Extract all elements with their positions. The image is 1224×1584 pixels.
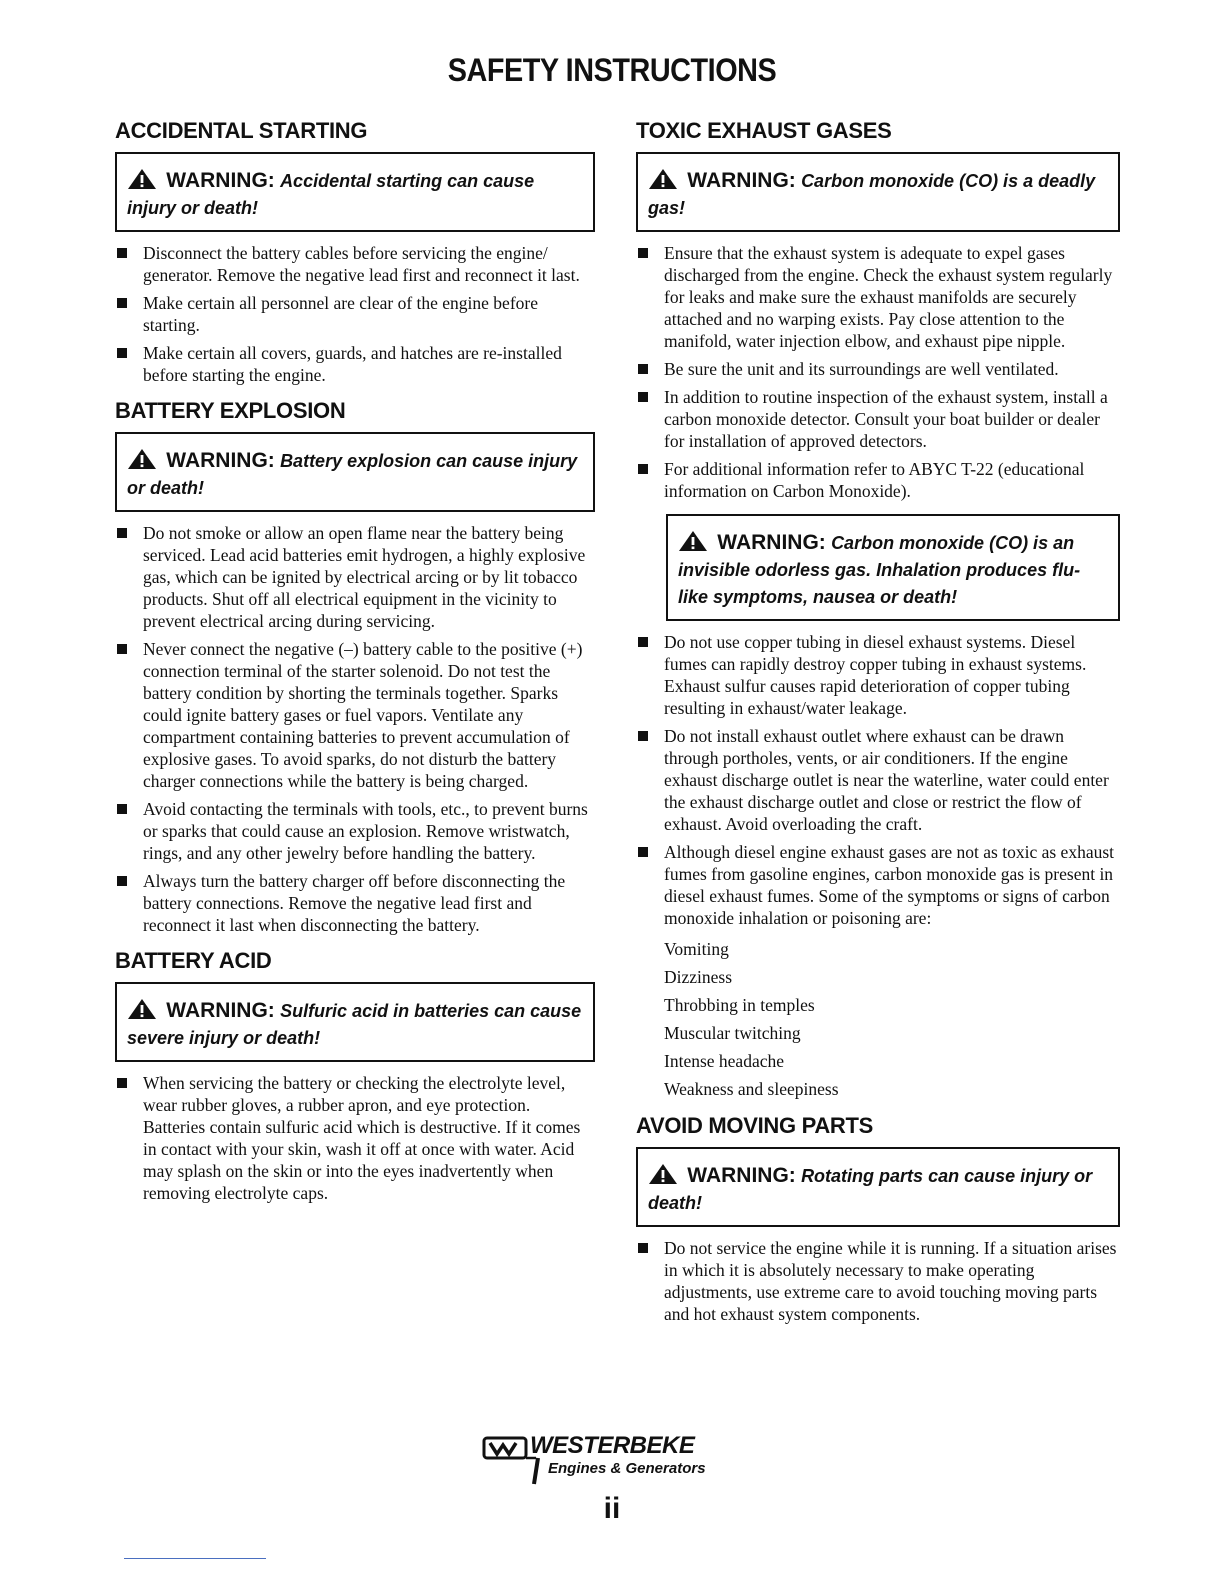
warning-text: Carbon monoxide (CO) is an invisible odorless gas. Inhalation produces flu-like symptoms, nausea or death! <box>678 533 1081 607</box>
list-item: Dizziness <box>664 967 733 987</box>
brand-name: WESTERBEKE <box>530 1432 695 1459</box>
list-item: Never connect the negative (–) battery cable to the positive (+) connection terminal of the starter solenoid. Do not test the battery condition by shorting the terminals together. Sparks could ignite battery gases or fuel vapors. Ventilate any compartment containing batteries to prevent accumulation of explosive gases. To avoid sparks, do not disturb the battery charger connections while the battery is being charged. <box>115 638 595 792</box>
page-title: SAFETY INSTRUCTIONS <box>447 52 777 88</box>
list-item: Ensure that the exhaust system is adequate to expel gases discharged from the engine. Check the exhaust system regularly for leaks and make sure the exhaust manifolds are securely attached and no warping exists. Pay close attention to the manifold, water injection elbow, and exhaust pipe nipple. <box>636 242 1120 352</box>
list-item: Avoid contacting the terminals with tools, etc., to prevent burns or sparks that could cause an explosion. Remove wristwatch, rings, and any other jewelry before handling the battery. <box>115 798 595 864</box>
warning-triangle-icon <box>127 998 157 1020</box>
bullet-list-accidental-starting <box>115 242 595 386</box>
warning-label: WARNING: <box>717 531 826 554</box>
list-item: Muscular twitching <box>664 1023 801 1043</box>
warning-label: WARNING: <box>687 1164 796 1187</box>
warning-label: WARNING: <box>166 169 275 192</box>
bullet-list-toxic-exhaust <box>636 242 1120 502</box>
warning-triangle-icon <box>127 168 157 190</box>
list-item: Make certain all covers, guards, and hatches are re-installed before starting the engine. <box>115 342 595 386</box>
symptom-list <box>664 935 1120 1103</box>
brand-tagline: Engines & Generators <box>548 1460 706 1477</box>
list-item: Disconnect the battery cables before servicing the engine/ generator. Remove the negative lead first and reconnect it last. <box>115 242 595 286</box>
list-item: For additional information refer to ABYC T-22 (educational information on Carbon Monoxide). <box>636 458 1120 502</box>
list-item: In addition to routine inspection of the exhaust system, install a carbon monoxide detector. Consult your boat builder or dealer for installation of approved detectors. <box>636 386 1120 452</box>
warning-text: Rotating parts can cause injury or death! <box>648 1166 1093 1213</box>
section-heading-toxic-exhaust-gases: TOXIC EXHAUST GASES <box>636 118 892 143</box>
list-item: Intense headache <box>664 1051 784 1071</box>
list-item: Although diesel engine exhaust gases are not as toxic as exhaust fumes from gasoline engines, carbon monoxide gas is present in diesel exhaust fumes. Some of the symptoms or signs of carbon monoxide inhalation or poisoning are: <box>636 841 1120 929</box>
list-item: Do not use copper tubing in diesel exhaust systems. Diesel fumes can rapidly destroy copper tubing in exhaust systems. Exhaust sulfur causes rapid deterioration of copper tubing resulting in exhaust/water leakage. <box>636 631 1120 719</box>
warning-text: Sulfuric acid in batteries can cause severe injury or death! <box>127 1001 582 1048</box>
bullet-list-battery-explosion <box>115 522 595 936</box>
right-column <box>636 118 1120 1337</box>
list-item: Be sure the unit and its surroundings are well ventilated. <box>636 358 1120 380</box>
section-heading-battery-acid: BATTERY ACID <box>115 948 272 973</box>
section-heading-avoid-moving-parts: AVOID MOVING PARTS <box>636 1113 874 1138</box>
list-item: Weakness and sleepiness <box>664 1079 839 1099</box>
list-item: Do not install exhaust outlet where exhaust can be drawn through portholes, vents, or air conditioners. If the engine exhaust discharge outlet is near the waterline, water could enter the exhaust discharge outlet and close or restrict the flow of exhaust. Avoid overloading the craft. <box>636 725 1120 835</box>
list-item: Throbbing in temples <box>664 995 815 1015</box>
warning-box-battery-explosion <box>115 432 595 512</box>
list-item: Do not service the engine while it is running. If a situation arises in which it is absolutely necessary to make operating adjustments, use extreme care to avoid touching moving parts and hot exhaust system components. <box>636 1237 1120 1325</box>
section-heading-battery-explosion: BATTERY EXPLOSION <box>115 398 346 423</box>
warning-text: Battery explosion can cause injury or death! <box>127 451 578 498</box>
warning-triangle-icon <box>678 530 708 552</box>
list-item: When servicing the battery or checking the electrolyte level, wear rubber gloves, a rubber apron, and eye protection. Batteries contain sulfuric acid which is destructive. If it comes in contact with your skin, wash it off at once with water. Acid may splash on the skin or into the eyes inadvertently when removing electrolyte caps. <box>115 1072 595 1204</box>
warning-triangle-icon <box>648 168 678 190</box>
warning-box-carbon-monoxide <box>636 152 1120 232</box>
westerbeke-logo <box>482 1432 752 1488</box>
list-item: Do not smoke or allow an open flame near the battery being serviced. Lead acid batteries emit hydrogen, a highly explosive gas, which can be ignited by electrical arcing or by lit tobacco products. Shut off all electrical equipment in the vicinity to prevent electrical arcing during servicing. <box>115 522 595 632</box>
bullet-list-exhaust-systems <box>636 631 1120 929</box>
left-column <box>115 118 595 1216</box>
warning-label: WARNING: <box>687 169 796 192</box>
warning-triangle-icon <box>127 448 157 470</box>
warning-label: WARNING: <box>166 449 275 472</box>
warning-box-battery-acid <box>115 982 595 1062</box>
warning-box-moving-parts <box>636 1147 1120 1227</box>
warning-box-accidental-starting <box>115 152 595 232</box>
section-heading-accidental-starting: ACCIDENTAL STARTING <box>115 118 368 143</box>
warning-box-invisible-gas <box>666 514 1120 621</box>
bullet-list-battery-acid <box>115 1072 595 1204</box>
list-item: Always turn the battery charger off before disconnecting the battery connections. Remove the negative lead first and reconnect it last when disconnecting the battery. <box>115 870 595 936</box>
list-item: Make certain all personnel are clear of the engine before starting. <box>115 292 595 336</box>
warning-text: Accidental starting can cause injury or death! <box>127 171 535 218</box>
warning-text: Carbon monoxide (CO) is a deadly gas! <box>648 171 1096 218</box>
warning-label: WARNING: <box>166 999 275 1022</box>
footer-divider <box>124 1558 266 1559</box>
page-number: ii <box>603 1492 621 1525</box>
warning-triangle-icon <box>648 1163 678 1185</box>
list-item: Vomiting <box>664 939 729 959</box>
bullet-list-moving-parts <box>636 1237 1120 1325</box>
